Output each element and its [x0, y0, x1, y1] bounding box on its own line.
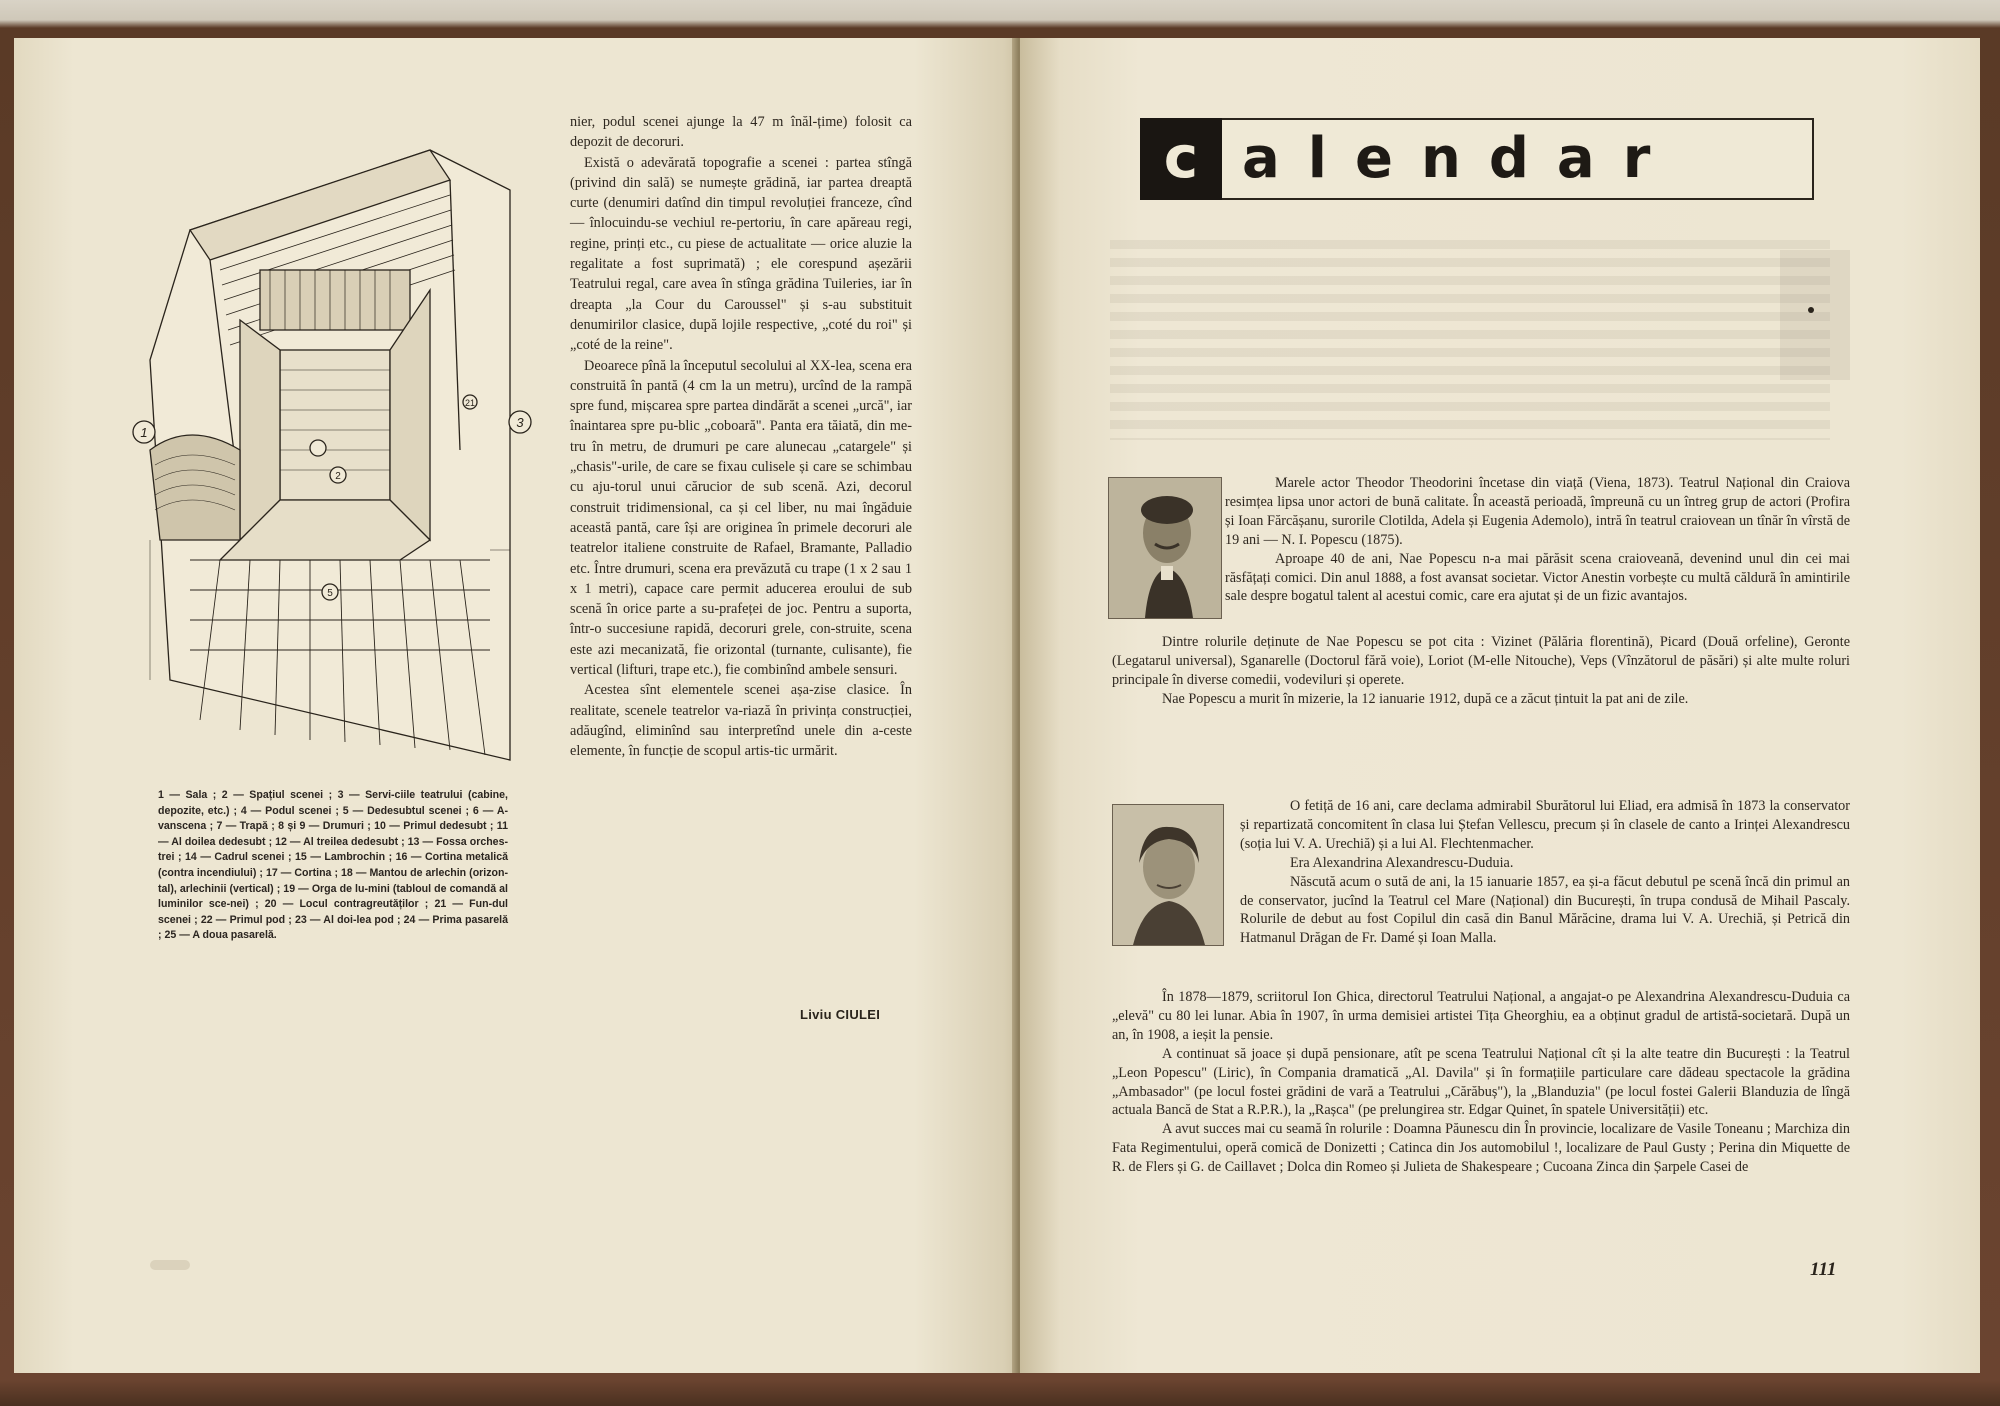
masthead-initial: c: [1163, 123, 1199, 191]
calendar-masthead: [1140, 118, 1814, 200]
masthead-initial-box: [1140, 118, 1222, 200]
page-number: 111: [1810, 1259, 1837, 1280]
article-paragraph: A continuat să joace și după pensionare, atît pe scena Teatrului Național cît și la alte teatre din București : la Teatrul „Leon Popescu" (Liric), în Compania dramatică „Al. Davila" și în formațiile particulare care dădeau spectacole la grădina „Ambasador" (pe locul fostei grădini de vară a Teatrului „Cărăbuș"), la „Blanduzia" (pe locul fostei Galerii Blanduzia de lîngă actuala Bancă de Stat a R.P.R.), la „Rașca" (pe prelungirea str. Edgar Quinet, în spatele Universității) etc.: [1112, 1045, 1850, 1119]
caption-text: 1 — Sala ; 2 — Spațiul scenei ; 3 — Servi-ciile teatrului (cabine, depozite, etc.) ; 4 — Podul scenei ; 5 — Dedesubtul scenei ; 6 — A-vanscena ; 7 — Trapă ; 8 și 9 — Drumuri ; 10 — Primul dedesubt ; 11 — Al doilea dedesubt ; 12 — Al treilea dedesubt ; 13 — Fossa orches-trei ; 14 — Cadrul scenei ; 15 — Lambrochin ; 16 — Cortina metalică (contra incendiului) ; 17 — Cortina ; 18 — Mantou de arlechin (orizon-tal), arlechinii (vertical) ; 19 — Orga de lu-mini (tabloul de comandă al luminilor sce-nei) ; 20 — Locul contragreutăților ; 21 — Fun-dul scenei ; 22 — Primul pod ; 23 — Al doi-lea pod ; 24 — Prima pasarelă ; 25 — A doua pasarelă.: [158, 789, 508, 942]
article-nae-popescu: [1225, 474, 1850, 606]
article-paragraph: nier, podul scenei ajunge la 47 m înăl-țime) folosit ca depozit de decoruri.: [570, 114, 912, 151]
illustration-label-21: 21: [464, 398, 476, 408]
article-paragraph: Marele actor Theodor Theodorini încetase din viață (Viena, 1873). Teatrul Național din Craiova resimțea lipsa unor actori de bună calitate. În această perioadă, împreună cu un întreg grup de actori (Profira și Ioan Fărcășanu, surorile Clotilda, Adela și Eugenia Ademolo), intră în teatrul craiovean un tînăr în vîrstă de 19 ani — N. I. Popescu (1875).: [1225, 475, 1850, 548]
article-paragraph: În 1878—1879, scriitorul Ion Ghica, directorul Teatrului Național, a angajat-o pe Alexandrina Alexandrescu-Duduia ca „elevă" cu 80 lei lunar. Abia în 1907, în urma demisiei artistei Tița Gheorghiu, ea a obținut gradul de artistă-societară. După un an, în 1908, a ieșit la pensie.: [1112, 989, 1850, 1043]
article-paragraph: Acestea sînt elementele scenei așa-zise clasice. În realitate, scenele teatrelor va-riază în privința construcției, adăugînd, eliminînd sau interpretînd unele din a-ceste elemente, în funcție de scopul artis-tic urmărit.: [570, 682, 912, 760]
illustration-caption: [158, 788, 508, 944]
illustration-label-3: 3: [516, 415, 524, 430]
article-nae-popescu-continued: [1112, 633, 1850, 709]
page-smudge: [150, 1260, 190, 1270]
article-paragraph: Era Alexandrina Alexandrescu-Duduia.: [1290, 854, 1514, 871]
article-paragraph: Nae Popescu a murit în mizerie, la 12 ianuarie 1912, după ce a zăcut țintuit la pat ani de zile.: [1162, 690, 1689, 707]
article-alexandrina: [1240, 797, 1850, 948]
masthead-title: alendar: [1242, 126, 1679, 191]
bleed-through-text: [1110, 240, 1830, 440]
article-paragraph: Născută acum o sută de ani, la 15 ianuarie 1857, ea și-a făcut debutul pe scenă încă din primul an de conservator, jucînd la Teatrul cel Mare (Național) din București, în trupa condusă de Mihail Pascaly. Rolurile de debut au fost Copilul din casă din Banul Mărăcine, drama lui V. A. Urechiă, și Petrică din Hatmanul Drăgan de Fr. Damé și Ioan Malla.: [1240, 873, 1850, 947]
article-paragraph: Aproape 40 de ani, Nae Popescu n-a mai părăsit scena craioveană, devenind unul din cei mai răsfățați comici. Din anul 1888, a fost avansat societar. Victor Anestin vorbește cu multă căldură în amintirile sale despre bogatul talent al acestui comic, care era ajutat și de un fizic avantajos.: [1225, 550, 1850, 605]
article-alexandrina-continued: [1112, 988, 1850, 1177]
ink-dot: [1808, 307, 1814, 313]
article-column: [570, 112, 912, 762]
article-paragraph: O fetiță de 16 ani, care declama admirabil Sburătorul lui Eliad, era admisă în 1873 la conservator și repartizată concomitent în clasa lui Ștefan Vellescu, precum și în clasele de canto a Irinței Alexandrescu (soția lui V. A. Urechiă) și a lui Al. Flechtenmacher.: [1240, 798, 1850, 852]
illustration-label-5: 5: [327, 588, 333, 599]
article-paragraph: Deoarece pînă la începutul secolului al XX-lea, scena era construită în pantă (4 cm la un metru), urcînd de la rampă spre fund, mișcarea spre partea dindărăt a scenei „urcă", iar înaintarea spre pu-blic „coboară". Panta era tăiată, din me-tru în metru, de drumuri pe care alunecau „catargele" și „chasis"-urile, de care se fixau culisele și care se schimbau cu aju-torul unui cărucior de sub scenă. Azi, decorul construit tridimensional, ca și cel liber, nu mai îngăduie această pantă, care își are originea în primele decoruri ale teatrelor italiene construite de Rafael, Bramante, Palladio etc. Între drumuri, scena era prevăzută cu trape (1 x 2 sau 1 x 1 metri), capace care permit aducerea eroului de sub scenă în orice parte a su-prafeței de joc. Pentru a suporta, într-o succesiune rapidă, decoruri grele, con-struite, scena este azi mecanizată, fie orizontal (turnante, culisante), fie vertical (lifturi, trape etc.), fie combinînd ambele sensuri.: [570, 357, 912, 679]
portrait-alexandrina-alexandrescu-duduia: [1112, 804, 1224, 946]
illustration-label-1: 1: [140, 425, 148, 440]
author-signature: Liviu CIULEI: [800, 1007, 881, 1022]
illustration-label-2: 2: [335, 471, 341, 482]
article-paragraph: A avut succes mai cu seamă în rolurile : Doamna Păunescu din În provincie, localizare de Vasile Toneanu ; Marchiza din Fata Regimentului, operă comică de Donizetti ; Catinca din Jos automobilul !, localizare de Paul Gusty ; Perina din Miquette de R. de Flers și G. de Caillavet ; Dolca din Romeo și Julieta de Shakespeare ; Cucoana Zinca din Șarpele Casei de: [1112, 1121, 1850, 1176]
article-paragraph: Dintre rolurile deținute de Nae Popescu se pot cita : Vizinet (Pălăria florentină), Picard (Două orfeline), Geronte (Legatarul universal), Sganarelle (Doctorul fără voie), Loriot (M-elle Nitouche), Veps (Vînzătorul de păsări) și alte multe roluri principale în diverse comedii, vodeviluri și operete.: [1112, 634, 1850, 688]
article-paragraph: Există o adevărată topografie a scenei : partea stîngă (privind din sală) se numește grădină, iar partea dreaptă curte (denumiri datînd din timpul revoluției franceze, cînd — înlocuindu-se vechiul re-pertoriu, în care apăreau regi, regine, prinți etc., cu piese de actualitate — orice aluzie la regalitate a fost suprimată) ; ele corespund așezării Teatrului regal, care avea în stînga grădina Tuileries, iar în dreapta „la Cour du Caroussel" și s-au substituit denumirilor clasice, după lojile respective, „coté du roi" și „coté de la reine".: [570, 154, 912, 354]
portrait-nae-popescu: [1108, 477, 1222, 619]
bleed-through-block: [1780, 250, 1850, 380]
theatre-stage-cutaway-illustration: [130, 120, 560, 770]
